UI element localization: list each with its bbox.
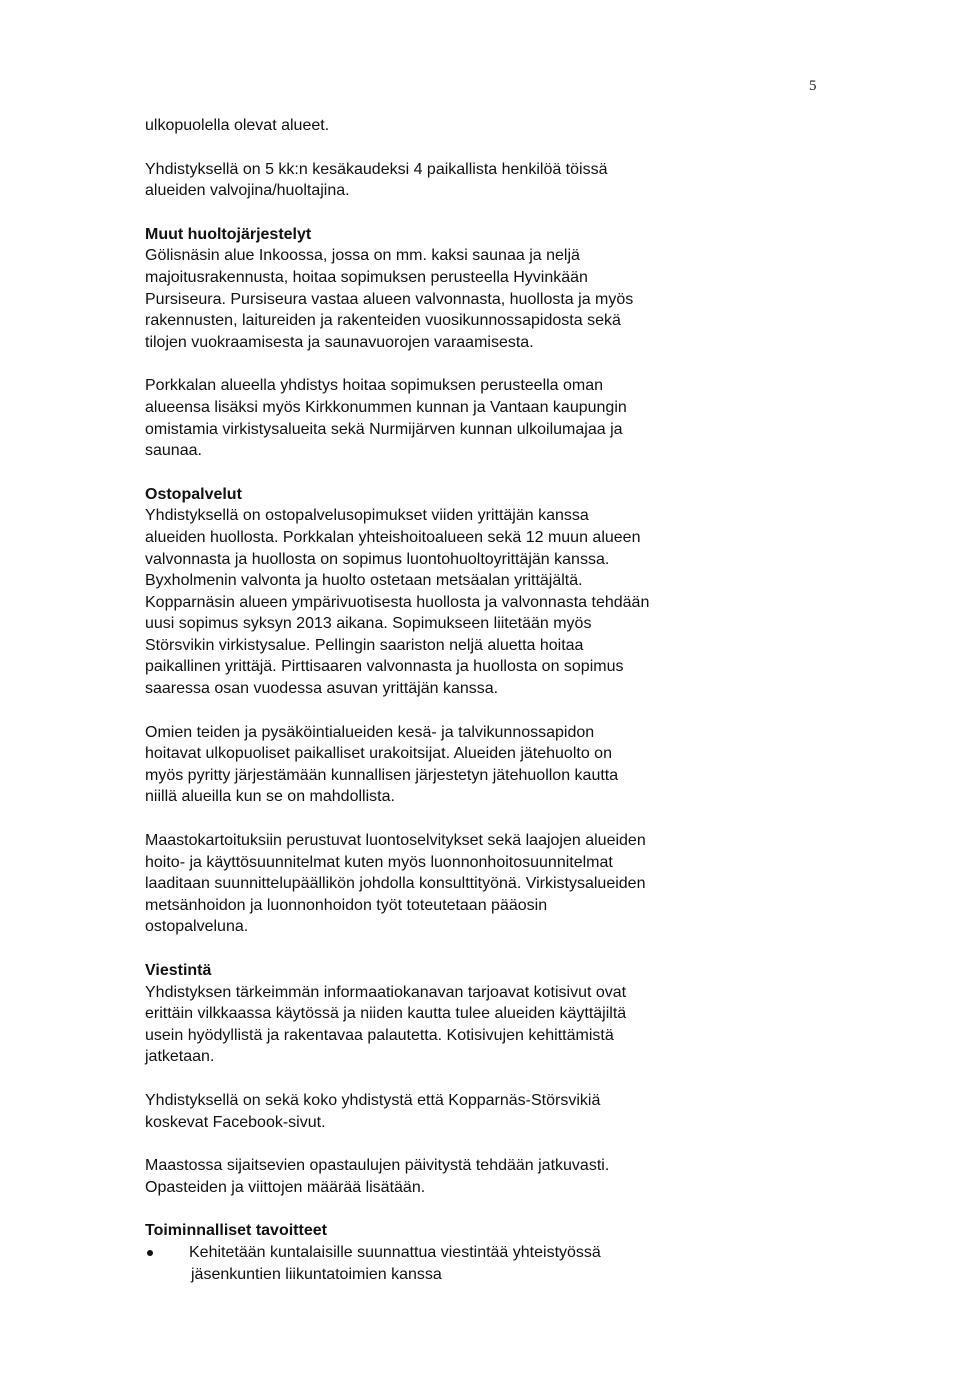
text-line: Yhdistyksellä on 5 kk:n kesäkaudeksi 4 paikallista henkilöä töissä — [145, 160, 608, 178]
text-line: hoito- ja käyttösuunnitelmat kuten myös luonnonhoitosuunnitelmat — [145, 853, 613, 871]
paragraph-porkkala — [145, 375, 785, 461]
text-line: niillä alueilla kun se on mahdollista. — [145, 788, 395, 806]
text-line: laaditaan suunnittelupäällikön johdolla konsulttityönä. Virkistysalueiden — [145, 875, 646, 893]
text-line: Pursiseura. Pursiseura vastaa alueen valvonnasta, huollosta ja myös — [145, 290, 634, 308]
paragraph-maastokartoitus — [145, 830, 785, 938]
text-line: Kopparnäsin alueen ympärivuotisesta huollosta ja valvonnasta tehdään — [145, 593, 650, 611]
section-viestinta — [145, 960, 785, 1068]
list-item — [145, 1242, 785, 1285]
text-line: metsänhoidon ja luonnonhoidon työt toteutetaan pääosin — [145, 896, 548, 914]
page-number: 5 — [809, 78, 817, 94]
text-line: hoitavat ulkopuoliset paikalliset urakoitsijat. Alueiden jätehuolto on — [145, 745, 612, 763]
text-line: alueiden valvojina/huoltajina. — [145, 182, 350, 200]
text-line: omistamia virkistysalueita sekä Nurmijärven kunnan ulkoilumajaa ja — [145, 420, 623, 438]
goals-list — [145, 1242, 785, 1285]
text-line: Porkkalan alueella yhdistys hoitaa sopimuksen perusteella oman — [145, 377, 604, 395]
section-ostopalvelut — [145, 484, 785, 700]
text-line: jatketaan. — [145, 1048, 215, 1066]
text-line: koskevat Facebook-sivut. — [145, 1113, 326, 1131]
section-heading: Muut huoltojärjestelyt — [145, 225, 312, 243]
text-line: ulkopuolella olevat alueet. — [145, 117, 330, 134]
text-line: valvonnasta ja huollosta on sopimus luontohuoltoyrittäjän kanssa. — [145, 550, 610, 568]
paragraph-omien-teiden — [145, 722, 785, 808]
text-line: tilojen vuokraamisesta ja saunavuorojen varaamisesta. — [145, 333, 534, 351]
paragraph-opastaulut — [145, 1155, 785, 1198]
text-line: rakennusten, laitureiden ja rakenteiden vuosikunnossapidosta sekä — [145, 312, 621, 330]
text-line: majoitusrakennusta, hoitaa sopimuksen perusteella Hyvinkään — [145, 268, 588, 286]
text-line: Kehitetään kuntalaisille suunnattua viestintää yhteistyössä — [189, 1243, 601, 1261]
text-line: uusi sopimus syksyn 2013 aikana. Sopimukseen liitetään myös — [145, 615, 592, 633]
bullet-icon — [147, 1250, 153, 1256]
paragraph-facebook — [145, 1090, 785, 1133]
text-line: myös pyritty järjestämään kunnallisen järjestetyn jätehuollon kautta — [145, 766, 619, 784]
paragraph-2 — [145, 159, 785, 202]
text-line: jäsenkuntien liikuntatoimien kanssa — [191, 1265, 442, 1283]
section-toiminnalliset-tavoitteet — [145, 1220, 785, 1285]
text-line: paikallinen yrittäjä. Pirttisaaren valvonnasta ja huollosta on sopimus — [145, 658, 624, 676]
text-line: Maastokartoituksiin perustuvat luontoselvitykset sekä laajojen alueiden — [145, 832, 646, 850]
section-heading: Toiminnalliset tavoitteet — [145, 1222, 327, 1240]
text-line: Gölisnäsin alue Inkoossa, jossa on mm. kaksi saunaa ja neljä — [145, 247, 580, 265]
text-line: usein hyödyllistä ja rakentavaa palautetta. Kotisivujen kehittämistä — [145, 1026, 614, 1044]
text-line: Maastossa sijaitsevien opastaulujen päivitystä tehdään jatkuvasti. — [145, 1157, 610, 1175]
paragraph-1 — [145, 115, 785, 137]
text-line: saunaa. — [145, 442, 202, 460]
text-line: ostopalveluna. — [145, 918, 249, 936]
text-line: Yhdistyksen tärkeimmän informaatiokanavan tarjoavat kotisivut ovat — [145, 983, 627, 1001]
text-line: Störsvikin virkistysalue. Pellingin saariston neljä aluetta hoitaa — [145, 636, 584, 654]
text-line: erittäin vilkkaassa käytössä ja niiden kautta tulee alueiden käyttäjiltä — [145, 1005, 627, 1023]
section-muut-huoltojarjestelyt — [145, 224, 785, 354]
document-body — [145, 115, 785, 1285]
text-line: Opasteiden ja viittojen määrää lisätään. — [145, 1178, 426, 1196]
section-heading: Ostopalvelut — [145, 485, 242, 503]
text-line: Omien teiden ja pysäköintialueiden kesä- ja talvikunnossapidon — [145, 723, 595, 741]
text-line: Yhdistyksellä on sekä koko yhdistystä että Kopparnäs-Störsvikiä — [145, 1091, 601, 1109]
text-line: Byxholmenin valvonta ja huolto ostetaan metsäalan yrittäjältä. — [145, 572, 583, 590]
text-line: alueiden huollosta. Porkkalan yhteishoitoalueen sekä 12 muun alueen — [145, 528, 641, 546]
text-line: alueensa lisäksi myös Kirkkonummen kunnan ja Vantaan kaupungin — [145, 398, 627, 416]
section-heading: Viestintä — [145, 962, 212, 979]
text-line: saaressa osan vuodessa asuvan yrittäjän kanssa. — [145, 680, 499, 698]
text-line: Yhdistyksellä on ostopalvelusopimukset viiden yrittäjän kanssa — [145, 507, 589, 525]
